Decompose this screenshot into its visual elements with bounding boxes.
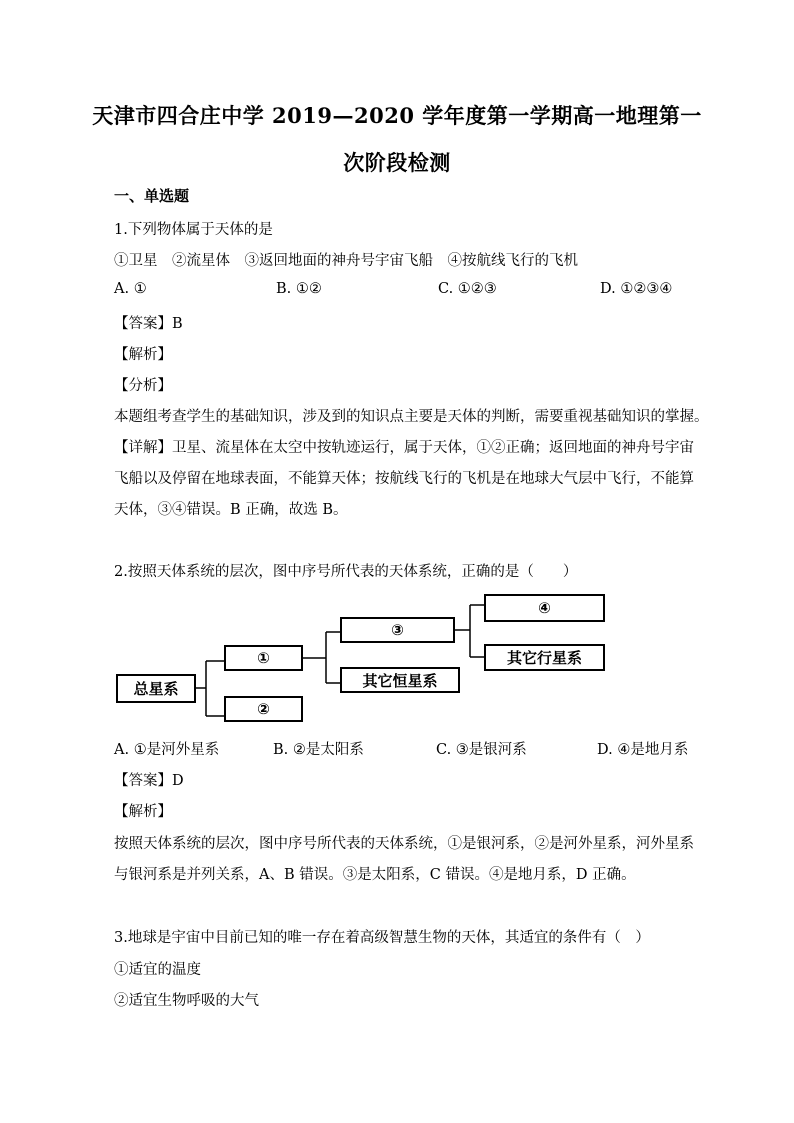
- q1-answer-value: B: [172, 316, 183, 332]
- q2-option-c: C. ③是银河系: [436, 742, 527, 758]
- q3-stem: 3.地球是宇宙中目前已知的唯一存在着高级智慧生物的天体，其适宜的条件有（ ）: [114, 930, 650, 946]
- q1-detail-text-1: 卫星、流星体在太空中按轨迹运行，属于天体，①②正确；返回地面的神舟号宇宙: [172, 440, 694, 456]
- page-title-line-1: 天津市四合庄中学 2019—2020 学年度第一学期高一地理第一: [92, 103, 702, 128]
- diagram-box-3: ③: [340, 617, 455, 643]
- q1-items: ①卫星 ②流星体 ③返回地面的神舟号宇宙飞船 ④按航线飞行的飞机: [114, 253, 578, 269]
- q2-answer-value: D: [172, 773, 184, 789]
- q2-answer: [114, 769, 184, 790]
- page-title-line-2: 次阶段检测: [343, 150, 451, 175]
- diagram-box-other-star: 其它恒星系: [340, 667, 460, 693]
- diagram-box-1: ①: [224, 645, 303, 671]
- q2-option-b: B. ②是太阳系: [273, 742, 364, 758]
- q1-option-b: B. ①②: [276, 281, 322, 297]
- q2-analysis-line-2: 与银河系是并列关系，A、B 错误。③是太阳系，C 错误。④是地月系，D 正确。: [114, 867, 636, 883]
- q2-option-d: D. ④是地月系: [597, 742, 689, 758]
- q1-detail-line-3: 天体，③④错误。B 正确，故选 B。: [114, 502, 348, 518]
- q2-option-a: A. ①是河外星系: [114, 742, 220, 758]
- diagram-box-2: ②: [224, 696, 303, 722]
- q1-analysis-label: 【解析】: [114, 347, 172, 363]
- q2-analysis-line-1: 按照天体系统的层次，图中序号所代表的天体系统，①是银河系，②是河外星系，河外星系: [114, 836, 694, 852]
- q3-item-2: ②适宜生物呼吸的大气: [114, 993, 259, 1009]
- q2-stem: 2.按照天体系统的层次，图中序号所代表的天体系统，正确的是（ ）: [114, 564, 578, 580]
- q1-option-d: D. ①②③④: [600, 281, 673, 297]
- q1-option-c: C. ①②③: [438, 281, 497, 297]
- section-heading: 一、单选题: [114, 187, 190, 205]
- diagram-box-other-planet: 其它行星系: [484, 644, 605, 671]
- q2-analysis-label: 【解析】: [114, 804, 172, 820]
- diagram-box-root: 总星系: [116, 674, 196, 703]
- diagram-box-4: ④: [484, 594, 605, 622]
- q3-item-1: ①适宜的温度: [114, 962, 201, 978]
- q1-fenxi-label: 【分析】: [114, 378, 172, 394]
- q2-answer-label: 【答案】: [114, 773, 172, 789]
- q1-detail-line-2: 飞船以及停留在地球表面，不能算天体；按航线飞行的飞机是在地球大气层中飞行，不能算: [114, 471, 694, 487]
- q1-detail-label: 【详解】: [114, 440, 172, 456]
- q1-option-a: A. ①: [114, 281, 147, 297]
- q1-answer-label: 【答案】: [114, 316, 172, 332]
- q1-fenxi-text: 本题组考查学生的基础知识，涉及到的知识点主要是天体的判断，需要重视基础知识的掌握。: [114, 409, 709, 425]
- q1-stem: 1.下列物体属于天体的是: [114, 222, 273, 238]
